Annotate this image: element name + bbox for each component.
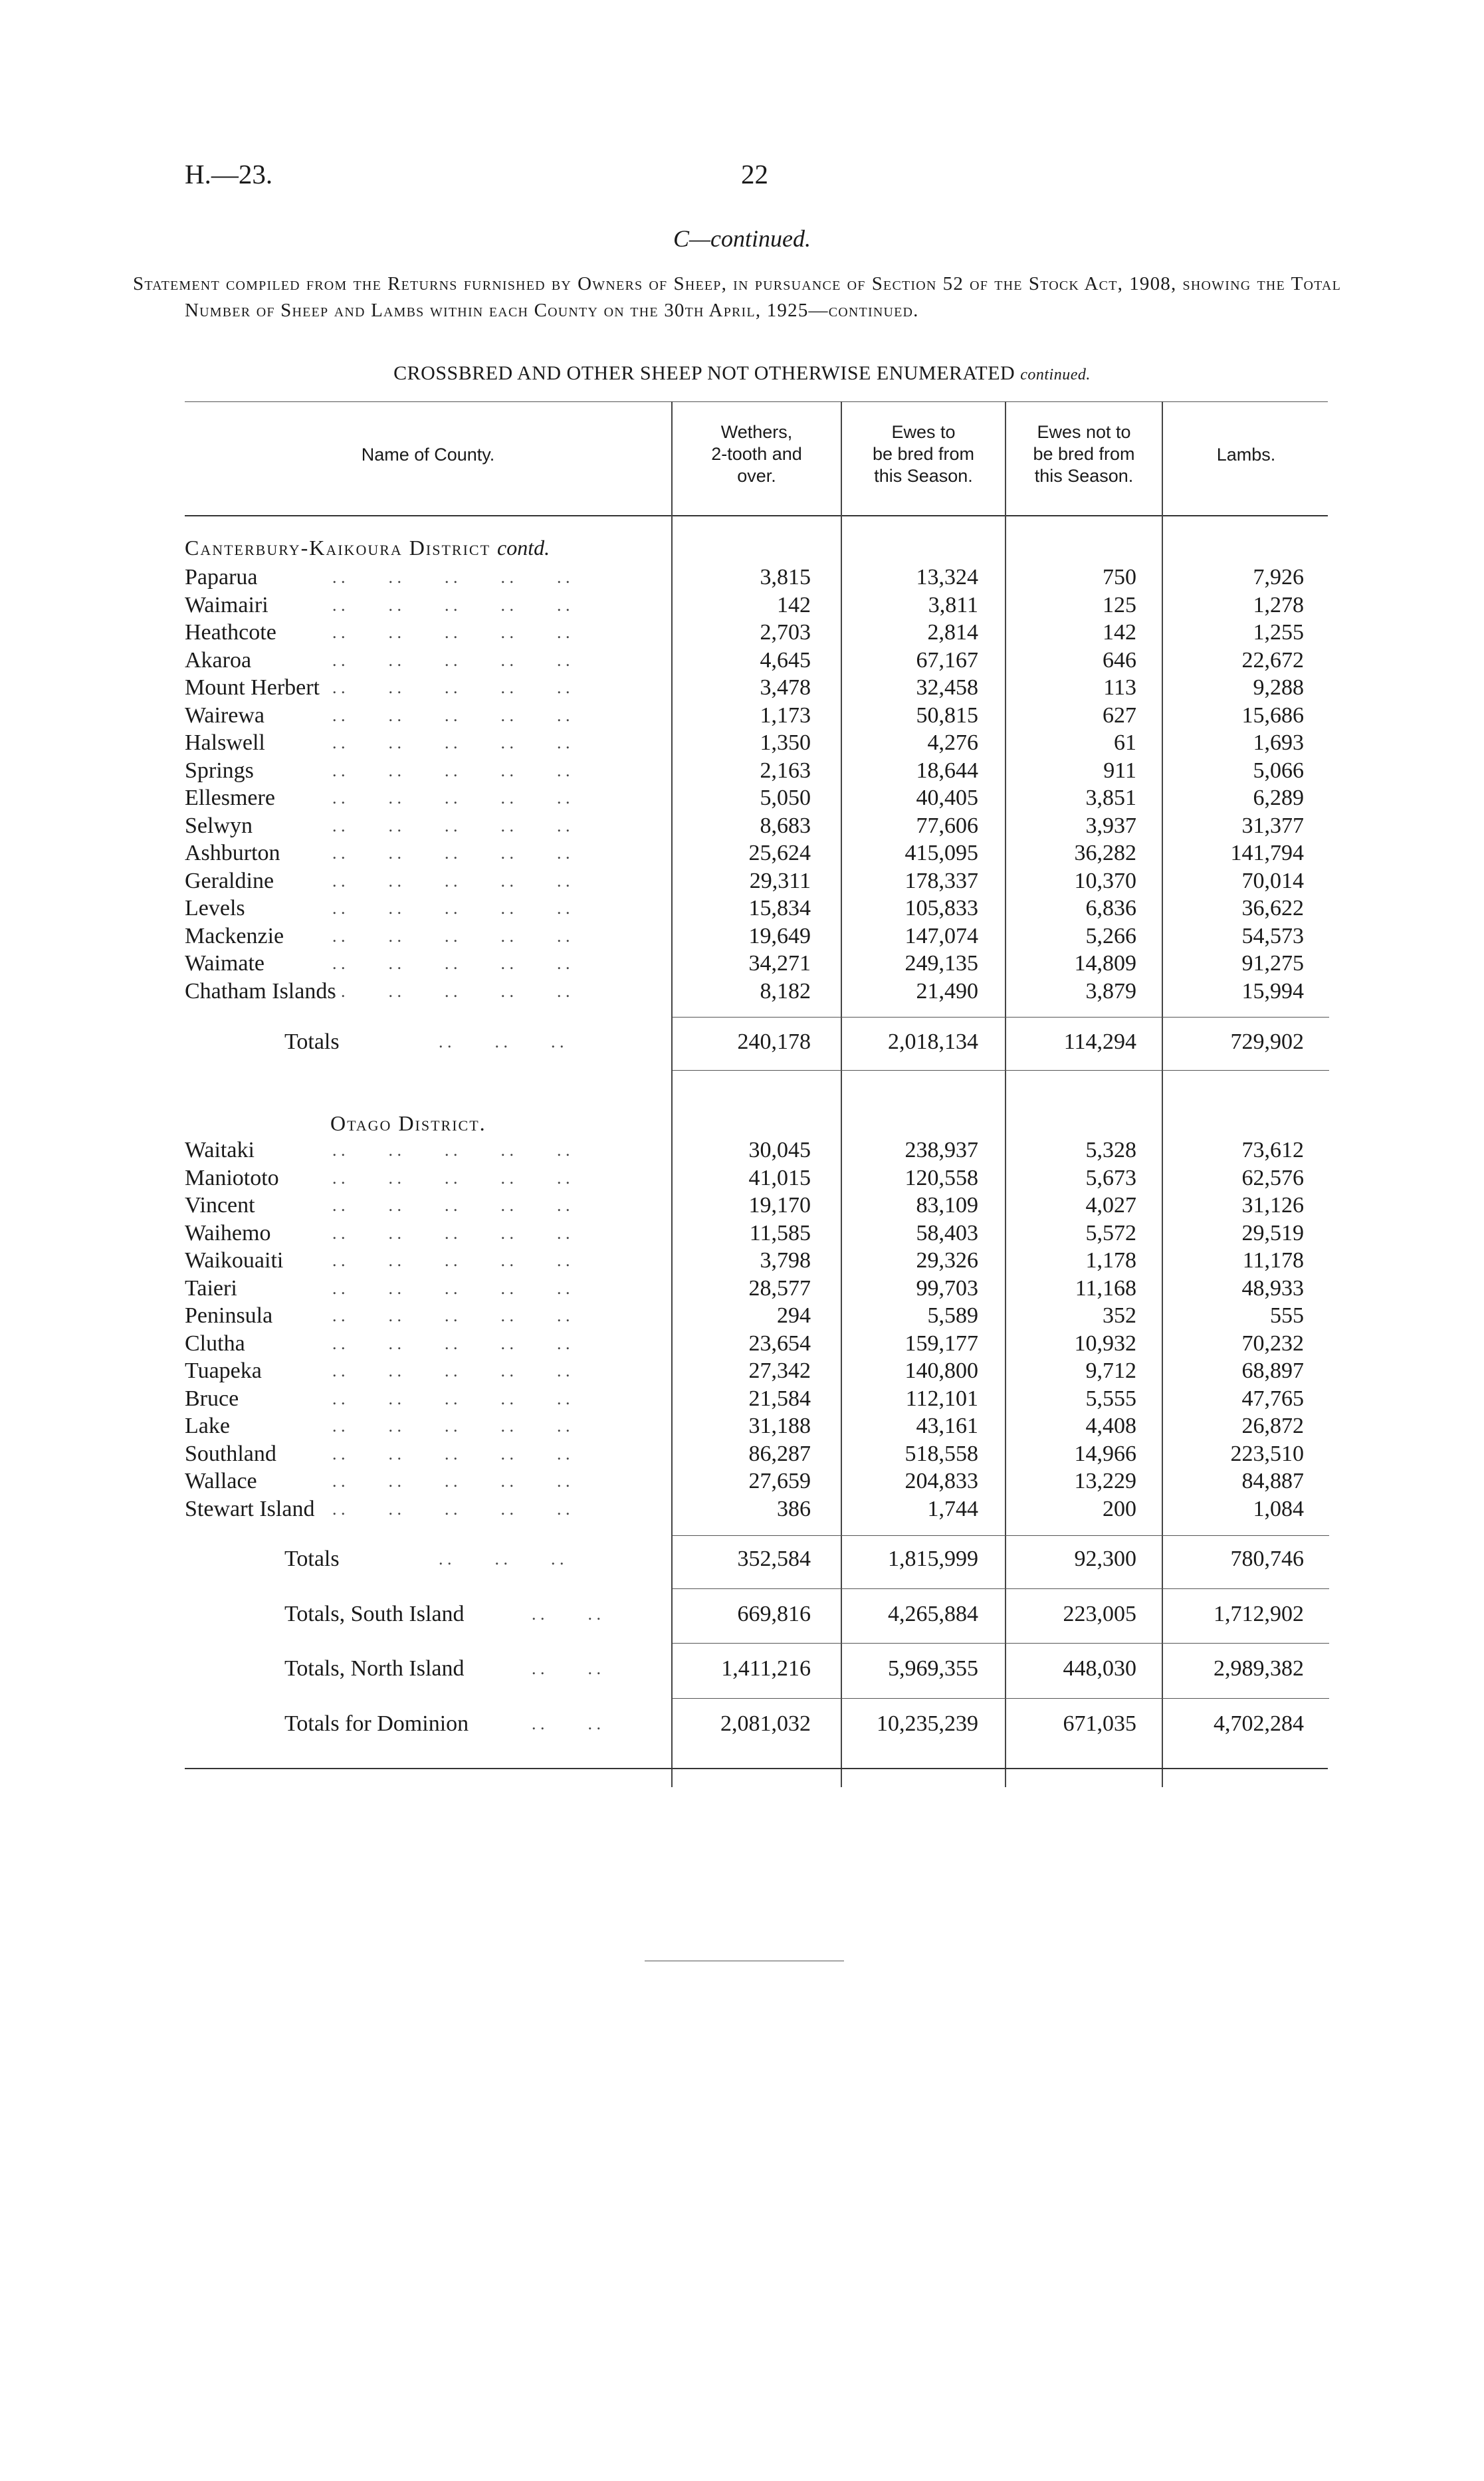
col-header-ewes-bred-line2: be bred from [872, 444, 975, 464]
county-name: Halswell [185, 730, 265, 755]
table-row [0, 647, 1484, 674]
lambs-cell: 223,510 [1230, 1441, 1304, 1466]
leader-dots: . . . . . . . . . . [332, 926, 570, 946]
lambs-cell: 1,278 [1253, 592, 1304, 617]
ewes-not-bred-cell: 125 [1103, 592, 1136, 617]
ewes-not-bred-cell: 36,282 [1074, 841, 1136, 865]
table-row [0, 922, 1484, 950]
grand-total-lambs: 2,989,382 [1214, 1656, 1304, 1681]
canterbury-totals-bottom-rule [673, 1070, 1329, 1071]
ewes-bred-cell: 43,161 [916, 1414, 978, 1438]
table-row [0, 1357, 1484, 1384]
county-name: Bruce [185, 1386, 239, 1411]
lambs-cell: 29,519 [1241, 1220, 1304, 1245]
lambs-cell: 48,933 [1241, 1275, 1304, 1301]
ewes-bred-cell: 40,405 [916, 786, 978, 810]
wethers-cell: 2,163 [760, 758, 811, 783]
wethers-cell: 30,045 [748, 1138, 811, 1162]
wethers-cell: 34,271 [748, 951, 811, 976]
table-row [0, 564, 1484, 591]
lambs-cell: 62,576 [1241, 1165, 1304, 1190]
county-name: Waikouaiti [185, 1248, 284, 1273]
table-row [0, 674, 1484, 701]
statement-text: Statement compiled from the Returns furnished by Owners of Sheep, in pursuance of Section 52 of the Stock Act, 1908, showing the Total Number of Sheep and Lambs within each County on the 30th April, 1925—continued. [133, 273, 1341, 321]
leader-dots: . . . . . . . . . . [332, 1251, 570, 1270]
col-header-wethers-line3: over. [737, 466, 776, 486]
lambs-cell: 36,622 [1241, 896, 1304, 920]
grand-total-ewes-not: 223,005 [1063, 1602, 1136, 1626]
wethers-cell: 41,015 [748, 1165, 811, 1190]
county-name: Ellesmere [185, 786, 275, 810]
col-header-ewes-not-line3: this Season. [1034, 466, 1134, 486]
totals-lambs: 780,746 [1230, 1547, 1304, 1571]
ewes-bred-cell: 3,811 [928, 592, 978, 617]
table-row [0, 1412, 1484, 1440]
page-number: 22 [741, 159, 768, 189]
col-header-lambs: Lambs. [1216, 445, 1276, 465]
grand-total-wethers: 1,411,216 [721, 1656, 811, 1681]
ewes-not-bred-cell: 5,328 [1085, 1138, 1136, 1162]
table-row [0, 1220, 1484, 1247]
leader-dots: . . . . . . . . . . [332, 1168, 570, 1188]
lambs-cell: 91,275 [1241, 951, 1304, 976]
lambs-cell: 70,014 [1241, 868, 1304, 893]
col-header-ewes-bred-line3: this Season. [874, 466, 973, 486]
wethers-cell: 25,624 [748, 841, 811, 865]
ewes-bred-cell: 99,703 [916, 1275, 978, 1301]
leader-dots: . . . . . . . . . . [332, 899, 570, 918]
lambs-cell: 31,126 [1241, 1193, 1304, 1218]
table-row [0, 1495, 1484, 1523]
wethers-cell: 3,478 [760, 675, 811, 700]
wethers-cell: 19,170 [748, 1193, 811, 1218]
table-row [0, 895, 1484, 922]
ewes-bred-cell: 32,458 [916, 675, 978, 700]
table-row [0, 1385, 1484, 1412]
ewes-bred-cell: 120,558 [904, 1165, 978, 1190]
county-name: Lake [185, 1414, 230, 1438]
county-name: Paparua [185, 565, 258, 590]
ewes-not-bred-cell: 14,966 [1074, 1441, 1136, 1466]
leader-dots: . . . . . . . . . . [332, 1196, 570, 1215]
ewes-bred-cell: 5,589 [927, 1303, 978, 1328]
leader-dots: . . . . . . . . . . [332, 843, 570, 863]
county-name: Stewart Island [185, 1496, 315, 1521]
col-header-name: Name of County. [361, 445, 495, 465]
county-name: Maniototo [185, 1165, 279, 1190]
ewes-not-bred-cell: 3,937 [1085, 813, 1136, 838]
totals-ewes-bred: 2,018,134 [888, 1029, 978, 1054]
county-name: Geraldine [185, 868, 274, 893]
ewes-not-bred-cell: 5,555 [1085, 1386, 1136, 1411]
totals-label: Totals [284, 1547, 340, 1571]
wethers-cell: 27,342 [748, 1358, 811, 1383]
totals-label: Totals [284, 1029, 340, 1054]
ewes-not-bred-cell: 627 [1103, 702, 1136, 728]
wethers-cell: 294 [777, 1303, 811, 1328]
section-title-text: C—continued. [673, 225, 811, 252]
leader-dots: . . . . . . . . . . [332, 623, 570, 642]
grand-total-ewes-not: 671,035 [1063, 1711, 1136, 1736]
ewes-bred-cell: 50,815 [916, 702, 978, 728]
table-row [0, 1440, 1484, 1467]
col-header-wethers-line2: 2-tooth and [711, 444, 802, 464]
wethers-cell: 28,577 [748, 1275, 811, 1301]
totals-lambs: 729,902 [1230, 1029, 1304, 1054]
ewes-bred-cell: 67,167 [916, 647, 978, 673]
ewes-not-bred-cell: 4,027 [1085, 1193, 1136, 1218]
ewes-bred-cell: 112,101 [905, 1386, 978, 1411]
county-name: Wallace [185, 1469, 257, 1493]
leader-dots: . . . . . . . . . . [332, 1140, 570, 1160]
ewes-bred-cell: 204,833 [904, 1469, 978, 1493]
wethers-cell: 1,350 [760, 730, 811, 755]
wethers-cell: 1,173 [760, 702, 811, 728]
header-bottom-rule [185, 515, 1328, 516]
table-row [0, 867, 1484, 895]
county-name: Ashburton [185, 841, 280, 865]
grand-total-rule-2 [673, 1698, 1329, 1699]
leader-dots: . . . . . . [439, 1549, 564, 1568]
leader-dots: . . . . . . . . . . [332, 1223, 570, 1243]
ewes-bred-cell: 58,403 [916, 1220, 978, 1245]
grand-total-wethers: 669,816 [737, 1602, 811, 1626]
county-name: Tuapeka [185, 1358, 262, 1383]
grand-total-ewes-bred: 10,235,239 [877, 1711, 978, 1736]
leader-dots: . . . . . . . . . . [332, 705, 570, 725]
leader-dots: . . . . . . . . . . [332, 760, 570, 780]
table-row [0, 1467, 1484, 1495]
otago-totals-bottom-rule [673, 1588, 1329, 1589]
ewes-bred-cell: 238,937 [904, 1138, 978, 1162]
canterbury-totals-row [0, 1028, 1484, 1055]
ewes-bred-cell: 4,276 [927, 730, 978, 755]
table-row [0, 1164, 1484, 1192]
leader-dots: . . . . . . . . . . [332, 650, 570, 670]
lambs-cell: 141,794 [1230, 841, 1304, 865]
ewes-not-bred-cell: 6,836 [1085, 896, 1136, 920]
leader-dots: . . . . . . . . . . [332, 1361, 570, 1380]
table-row [0, 1275, 1484, 1302]
ewes-not-bred-cell: 9,712 [1085, 1358, 1136, 1383]
leader-dots: . . . . . . . . . . [332, 595, 570, 615]
ewes-not-bred-cell: 113 [1103, 675, 1136, 700]
lambs-cell: 5,066 [1253, 758, 1304, 783]
wethers-cell: 3,815 [760, 565, 811, 590]
totals-ewes-bred: 1,815,999 [888, 1547, 978, 1571]
leader-dots: . . . . . . . . . . [332, 1278, 570, 1298]
leader-dots: . . . . . . . . . . [332, 1444, 570, 1463]
table-row [0, 812, 1484, 839]
table-row [0, 1192, 1484, 1219]
grand-total-ewes-bred: 5,969,355 [888, 1656, 978, 1681]
lambs-cell: 11,178 [1242, 1248, 1304, 1273]
wethers-cell: 8,683 [760, 813, 811, 838]
table-row [0, 784, 1484, 811]
wethers-cell: 2,703 [760, 620, 811, 645]
grand-total-label: Totals, South Island [284, 1602, 465, 1626]
leader-dots: . . . . . . . . . . [332, 678, 570, 697]
ewes-not-bred-cell: 200 [1103, 1496, 1136, 1521]
grand-total-lambs: 4,702,284 [1214, 1711, 1304, 1736]
wethers-cell: 8,182 [760, 978, 811, 1004]
col-header-ewes-bred [842, 421, 1005, 487]
ewes-bred-cell: 29,326 [916, 1248, 978, 1273]
col-header-ewes-not-line2: be bred from [1033, 444, 1135, 464]
table-row [0, 1302, 1484, 1329]
wethers-cell: 29,311 [749, 868, 811, 893]
ewes-bred-cell: 159,177 [904, 1331, 978, 1356]
totals-ewes-not: 92,300 [1074, 1547, 1136, 1571]
district-suffix: contd. [497, 536, 550, 560]
table-row [0, 757, 1484, 784]
county-name: Waimate [185, 951, 265, 976]
ewes-not-bred-cell: 14,809 [1074, 951, 1136, 976]
ewes-bred-cell: 1,744 [927, 1496, 978, 1521]
grand-total-south [0, 1600, 1484, 1628]
leader-dots: . . . . . . [439, 1032, 564, 1051]
grand-total-label: Totals for Dominion [284, 1711, 469, 1736]
ewes-bred-cell: 21,490 [916, 978, 978, 1004]
leader-dots: . . . . . . . . . . [332, 1333, 570, 1353]
leader-dots: . . . . . . . . . . [332, 871, 570, 891]
grand-total-north [0, 1655, 1484, 1682]
district-name: Canterbury-Kaikoura District [185, 536, 491, 560]
leader-dots: . . . . . . . . . . [332, 1388, 570, 1408]
ewes-not-bred-cell: 61 [1114, 730, 1136, 755]
ewes-not-bred-cell: 10,932 [1074, 1331, 1136, 1356]
otago-totals-row [0, 1545, 1484, 1572]
grand-total-rule-1 [673, 1643, 1329, 1644]
ewes-not-bred-cell: 3,879 [1085, 978, 1136, 1004]
lambs-cell: 47,765 [1241, 1386, 1304, 1411]
table-row [0, 978, 1484, 1005]
table-row [0, 592, 1484, 619]
ewes-bred-cell: 147,074 [904, 923, 978, 948]
lambs-cell: 9,288 [1253, 675, 1304, 700]
table-row [0, 1247, 1484, 1274]
ewes-not-bred-cell: 750 [1103, 565, 1136, 590]
grand-total-ewes-not: 448,030 [1063, 1656, 1136, 1681]
wethers-cell: 386 [777, 1496, 811, 1521]
county-name: Waitaki [185, 1138, 255, 1162]
ewes-not-bred-cell: 352 [1103, 1303, 1136, 1328]
lambs-cell: 31,377 [1241, 813, 1304, 838]
lambs-cell: 22,672 [1241, 647, 1304, 673]
county-name: Chatham Islands [185, 978, 336, 1004]
lambs-cell: 26,872 [1241, 1414, 1304, 1438]
district-name: Otago District. [330, 1111, 486, 1135]
col-header-wethers [673, 421, 841, 487]
col-header-ewes-bred-line1: Ewes to [891, 422, 956, 442]
wethers-cell: 5,050 [760, 786, 811, 810]
lambs-cell: 1,084 [1253, 1496, 1304, 1521]
ewes-not-bred-cell: 911 [1103, 758, 1136, 783]
county-name: Vincent [185, 1193, 255, 1218]
ewes-not-bred-cell: 11,168 [1075, 1275, 1136, 1301]
lambs-cell: 15,994 [1241, 978, 1304, 1004]
ewes-not-bred-cell: 646 [1103, 647, 1136, 673]
ewes-not-bred-cell: 5,266 [1085, 923, 1136, 948]
ewes-bred-cell: 77,606 [916, 813, 978, 838]
wethers-cell: 15,834 [748, 896, 811, 920]
otago-totals-top-rule [673, 1535, 1329, 1536]
lambs-cell: 1,255 [1253, 620, 1304, 645]
ewes-not-bred-cell: 5,572 [1085, 1220, 1136, 1245]
grand-total-ewes-bred: 4,265,884 [888, 1602, 978, 1626]
leader-dots: . . . . . . . . . . [332, 1499, 570, 1519]
grand-total-lambs: 1,712,902 [1214, 1602, 1304, 1626]
wethers-cell: 31,188 [748, 1414, 811, 1438]
lambs-cell: 73,612 [1241, 1138, 1304, 1162]
grand-total-wethers: 2,081,032 [720, 1711, 811, 1736]
lambs-cell: 7,926 [1253, 565, 1304, 590]
leader-dots: . . . . . . . . . . [332, 568, 570, 587]
lambs-cell: 70,232 [1241, 1331, 1304, 1356]
county-name: Selwyn [185, 813, 253, 838]
ewes-not-bred-cell: 1,178 [1085, 1248, 1136, 1273]
subtitle-main: CROSSBRED AND OTHER SHEEP NOT OTHERWISE ENUMERATED [393, 362, 1015, 384]
grand-total-dominion [0, 1710, 1484, 1737]
page-code: H.—23. [185, 159, 273, 189]
wethers-cell: 11,585 [749, 1220, 811, 1245]
lambs-cell: 6,289 [1253, 786, 1304, 810]
section-title [0, 225, 1484, 253]
wethers-cell: 142 [777, 592, 811, 617]
ewes-not-bred-cell: 4,408 [1085, 1414, 1136, 1438]
col-header-ewes-not-line1: Ewes not to [1037, 422, 1131, 442]
leader-dots: . . . . . . . . . . [332, 815, 570, 835]
district-heading-canterbury [185, 536, 550, 560]
totals-wethers: 352,584 [737, 1547, 811, 1571]
ewes-bred-cell: 518,558 [904, 1441, 978, 1466]
county-name: Wairewa [185, 702, 265, 728]
wethers-cell: 19,649 [748, 923, 811, 948]
county-name: Taieri [185, 1275, 237, 1301]
lambs-cell: 84,887 [1241, 1469, 1304, 1493]
leader-dots: . . . . . . . . . . [332, 733, 570, 752]
leader-dots: . . . . [532, 1714, 601, 1733]
wethers-cell: 86,287 [748, 1441, 811, 1466]
statement-heading [133, 270, 1341, 324]
ewes-not-bred-cell: 3,851 [1085, 786, 1136, 810]
ewes-bred-cell: 83,109 [916, 1193, 978, 1218]
ewes-bred-cell: 18,644 [916, 758, 978, 783]
county-name: Levels [185, 896, 245, 920]
wethers-cell: 4,645 [760, 647, 811, 673]
table-row [0, 702, 1484, 729]
district-heading-otago [330, 1111, 486, 1136]
table-row [0, 1136, 1484, 1164]
grand-total-label: Totals, North Island [284, 1656, 465, 1681]
lambs-cell: 15,686 [1241, 702, 1304, 728]
leader-dots: . . . . . . . . . . [332, 981, 570, 1001]
leader-dots: . . . . . . . . . . [332, 1306, 570, 1325]
county-name: Springs [185, 758, 254, 783]
ewes-not-bred-cell: 10,370 [1074, 868, 1136, 893]
ewes-bred-cell: 415,095 [904, 841, 978, 865]
leader-dots: . . . . [532, 1604, 601, 1624]
county-name: Mackenzie [185, 923, 284, 948]
ewes-not-bred-cell: 5,673 [1085, 1165, 1136, 1190]
wethers-cell: 27,659 [748, 1469, 811, 1493]
ewes-bred-cell: 178,337 [904, 868, 978, 893]
col-header-ewes-not-bred [1006, 421, 1162, 487]
ewes-bred-cell: 105,833 [904, 896, 978, 920]
wethers-cell: 3,798 [760, 1248, 811, 1273]
subtitle-suffix: continued. [1020, 366, 1091, 383]
table-bottom-rule [185, 1768, 1328, 1769]
county-name: Southland [185, 1441, 276, 1466]
county-name: Waimairi [185, 592, 268, 617]
table-row [0, 950, 1484, 977]
leader-dots: . . . . . . . . . . [332, 1416, 570, 1436]
leader-dots: . . . . . . . . . . [332, 954, 570, 973]
ewes-bred-cell: 13,324 [916, 565, 978, 590]
leader-dots: . . . . . . . . . . [332, 1471, 570, 1491]
table-row [0, 619, 1484, 646]
wethers-cell: 21,584 [748, 1386, 811, 1411]
ewes-bred-cell: 2,814 [927, 620, 978, 645]
table-row [0, 1330, 1484, 1357]
totals-wethers: 240,178 [737, 1029, 811, 1054]
wethers-cell: 23,654 [748, 1331, 811, 1356]
ewes-not-bred-cell: 13,229 [1074, 1469, 1136, 1493]
lambs-cell: 555 [1270, 1303, 1304, 1328]
table-subtitle [0, 362, 1484, 385]
lambs-cell: 1,693 [1253, 730, 1304, 755]
county-name: Waihemo [185, 1220, 271, 1245]
leader-dots: . . . . . . . . . . [332, 788, 570, 808]
col-header-wethers-line1: Wethers, [720, 422, 793, 442]
lambs-cell: 68,897 [1241, 1358, 1304, 1383]
table-row [0, 839, 1484, 867]
county-name: Mount Herbert [185, 675, 320, 700]
ewes-bred-cell: 140,800 [904, 1358, 978, 1383]
ewes-not-bred-cell: 142 [1103, 620, 1136, 645]
totals-ewes-not: 114,294 [1063, 1029, 1136, 1054]
canterbury-totals-top-rule [673, 1017, 1329, 1018]
ewes-bred-cell: 249,135 [904, 951, 978, 976]
county-name: Akaroa [185, 647, 252, 673]
lambs-cell: 54,573 [1241, 923, 1304, 948]
table-row [0, 729, 1484, 756]
leader-dots: . . . . [532, 1659, 601, 1678]
county-name: Peninsula [185, 1303, 273, 1328]
table-top-rule [185, 401, 1328, 402]
county-name: Clutha [185, 1331, 245, 1356]
county-name: Heathcote [185, 620, 276, 645]
